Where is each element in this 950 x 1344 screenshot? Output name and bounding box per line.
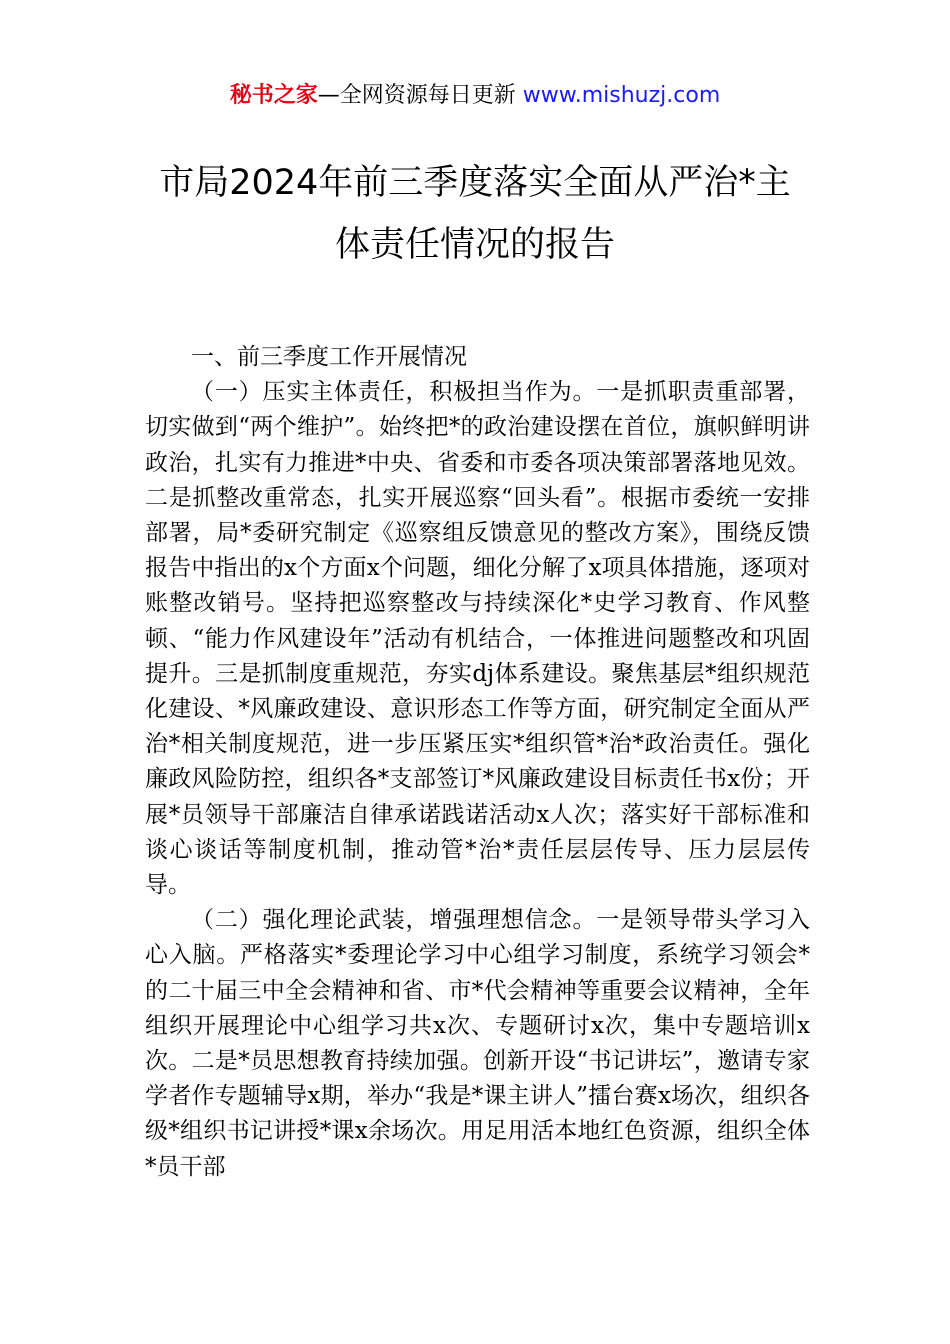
paragraph-2: （二）强化理论武装，增强理想信念。一是领导带头学习入心入脑。严格落实*委理论学习中心组学习制度，系统学习领会*的二十届三中全会精神和省、市*代会精神等重要会议精神，全年组织开展理论中心组学习共x次、专题研讨x次，集中专题培训x次。二是*员思想教育持续加强。创新开设“书记讲坛”，邀请专家学者作专题辅导x期，举办“我是*课主讲人”擂台赛x场次，组织各级*组织书记讲授*课x余场次。用足用活本地红色资源，组织全体*员干部 bbox=[145, 907, 810, 1180]
document-body bbox=[145, 340, 810, 1185]
site-tagline: —全网资源每日更新 bbox=[317, 83, 523, 108]
section-heading: 一、前三季度工作开展情况 bbox=[191, 344, 467, 370]
paragraph-1: （一）压实主体责任，积极担当作为。一是抓职责重部署，切实做到“两个维护”。始终把*的政治建设摆在首位，旗帜鲜明讲政治，扎实有力推进*中央、省委和市委各项决策部署落地见效。二是抓整改重常态，扎实开展巡察“回头看”。根据市委统一安排部署，局*委研究制定《巡察组反馈意见的整改方案》，围绕反馈报告中指出的x个方面x个问题，细化分解了x项具体措施，逐项对账整改销号。坚持把巡察整改与持续深化*史学习教育、作风整顿、“能力作风建设年”活动有机结合，一体推进问题整改和巩固提升。三是抓制度重规范，夯实dj体系建设。聚焦基层*组织规范化建设、*风廉政建设、意识形态工作等方面，研究制定全面从严治*相关制度规范，进一步压紧压实*组织管*治*政治责任。强化廉政风险防控，组织各*支部签订*风廉政建设目标责任书x份；开展*员领导干部廉洁自律承诺践诺活动x人次；落实好干部标准和谈心谈话等制度机制，推动管*治*责任层层传导、压力层层传导。 bbox=[145, 379, 810, 899]
title-line-1: 市局2024年前三季度落实全面从严治*主 bbox=[159, 163, 791, 203]
site-header bbox=[0, 80, 950, 112]
title-line-2: 体责任情况的报告 bbox=[334, 225, 615, 265]
site-brand: 秘书之家 bbox=[229, 83, 318, 108]
document-title bbox=[0, 152, 950, 276]
site-url[interactable]: www.mishuzj.com bbox=[522, 83, 721, 108]
